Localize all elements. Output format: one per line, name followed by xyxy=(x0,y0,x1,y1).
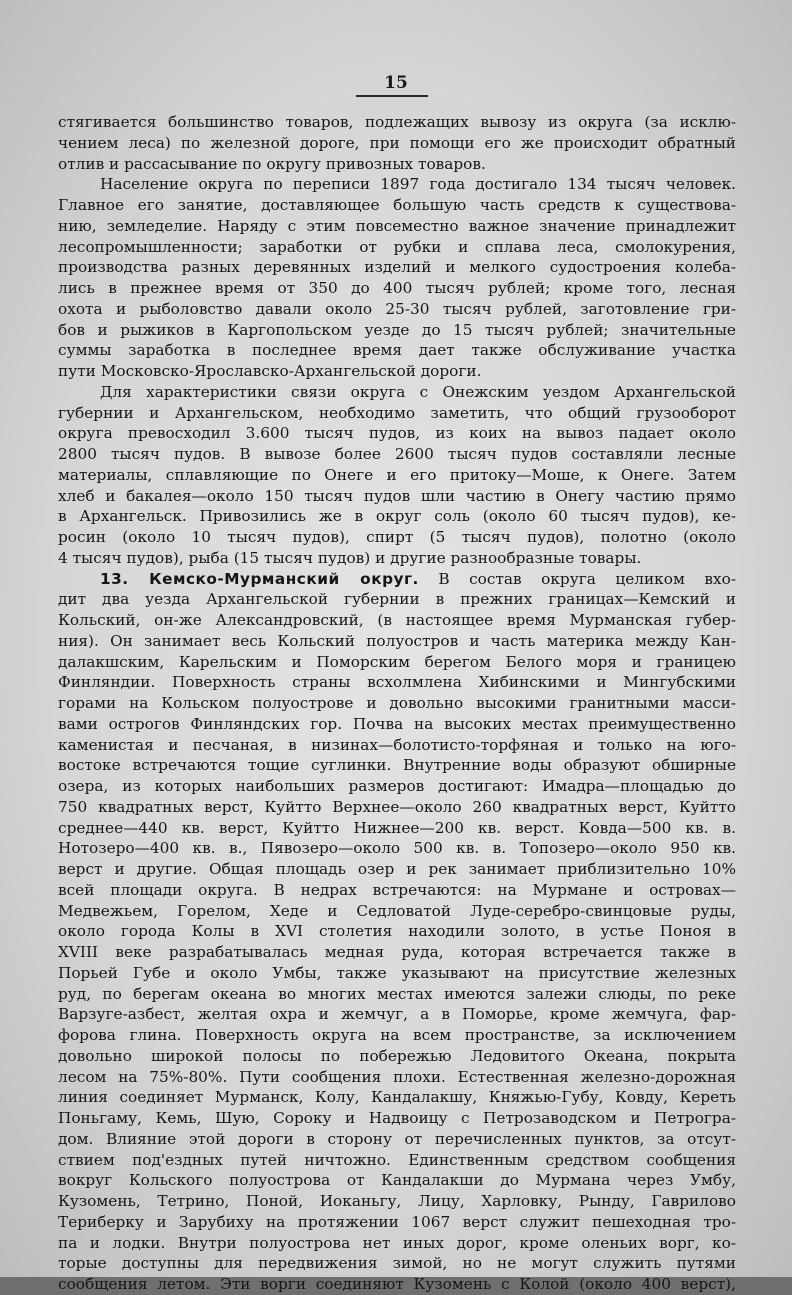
text-line: торые доступны для передвижения зимой, но не могут служить путями xyxy=(58,1254,736,1273)
text-line: лесом на 75%-80%. Пути сообщения плохи. Естественная железно-дорожная xyxy=(58,1067,736,1086)
text-line: пути Московско-Ярославско-Архангельской дороги. xyxy=(58,362,482,380)
text-line: хлеб и бакалея—около 150 тысяч пудов шли частию в Онегу частию прямо xyxy=(58,486,736,505)
text-line: около города Колы в XVI столетия находили золото, в устье Поноя в xyxy=(58,922,736,941)
text-line: вами острогов Финляндских гор. Почва на высоких местах преимущественно xyxy=(58,714,736,733)
text-line: руд, по берегам океана во многих местах имеются залежи слюды, по реке xyxy=(58,984,736,1003)
text-line: нию, земледелие. Наряду с этим повсеместно важное значение принадлежит xyxy=(58,216,736,235)
text-line: Кузомень, Тетрино, Поной, Иоканьгу, Лицу, Харловку, Рынду, Гаврилово xyxy=(58,1192,736,1210)
text-line: суммы заработка в последнее время дает также обслуживание участка xyxy=(58,341,736,360)
paragraph-2 xyxy=(58,174,736,382)
text-line: 2800 тысяч пудов. В вывозе более 2600 тысяч пудов составляли лесные xyxy=(58,445,736,463)
text-line: линия соединяет Мурманск, Колу, Кандалакшу, Княжью-Губу, Ковду, Кереть xyxy=(58,1088,736,1107)
text-line: довольно широкой полосы по побережью Ледовитого Океана, покрыта xyxy=(58,1046,736,1065)
text-line: росин (около 10 тысяч пудов), спирт (5 тысяч пудов), полотно (около xyxy=(58,528,736,546)
text-line: Нотозеро—400 кв. в., Пявозеро—около 500 кв. в. Топозеро—около 950 кв. xyxy=(58,839,736,858)
text-line: сообщения летом. Эти ворги соединяют Кузомень с Колой (около 400 верст), xyxy=(58,1275,736,1293)
text-line: дит два уезда Архангельской губернии в прежних границах—Кемский и xyxy=(58,590,736,609)
text-line: 750 квадратных верст, Куйтто Верхнее—около 260 квадратных верст, Куйтто xyxy=(58,797,736,816)
body-text xyxy=(58,112,736,1295)
text-line: Териберку и Зарубиху на протяжении 1067 верст служит пешеходная тро- xyxy=(58,1212,736,1231)
text-line: верст и другие. Общая площадь озер и рек занимает приблизительно 10% xyxy=(58,860,736,878)
text-line: каменистая и песчаная, в низинах—болотисто-торфяная и только на юго- xyxy=(58,735,736,754)
text-line: далакшским, Карельским и Поморским берегом Белого моря и границею xyxy=(58,652,736,671)
text-line: бов и рыжиков в Каргопольском уезде до 15 тысяч рублей; значительные xyxy=(58,320,736,339)
page-number-rule xyxy=(356,95,428,97)
text-line: Медвежьем, Горелом, Хеде и Седловатой Луде-серебро-свинцовые руды, xyxy=(58,901,736,920)
text-line: отлив и рассасывание по округу привозных товаров. xyxy=(58,154,486,173)
text-line: 4 тысяч пудов), рыба (15 тысяч пудов) и другие разнообразные товары. xyxy=(58,548,642,567)
text-line: всей площади округа. В недрах встречаются: на Мурмане и островах— xyxy=(58,880,736,899)
text-line: озера, из которых наибольших размеров достигают: Имадра—площадью до xyxy=(58,777,736,795)
text-line: губернии и Архангельском, необходимо заметить, что общий грузооборот xyxy=(58,403,736,422)
paragraph-1 xyxy=(58,112,736,174)
text-line: па и лодки. Внутри полуострова нет иных дорог, кроме оленьих ворг, ко- xyxy=(58,1233,736,1252)
text-line: Для характеристики связи округа с Онежским уездом Архангельской xyxy=(100,382,736,401)
text-line: ния). Он занимает весь Кольский полуостров и часть материка между Кан- xyxy=(58,631,736,650)
text-line: материалы, сплавляющие по Онеге и его притоку—Моше, к Онеге. Затем xyxy=(58,465,736,484)
text-line: востоке встречаются тощие суглинки. Внутренние воды образуют обширные xyxy=(58,756,736,775)
section-heading: 13. Кемско-Мурманский округ. xyxy=(100,569,419,588)
text-line: XVIII веке разрабатывалась медная руда, которая встречается также в xyxy=(58,943,736,961)
text-line: горами на Кольском полуострове и довольно высокими гранитными масси- xyxy=(58,694,736,712)
text-line: округа превосходил 3.600 тысяч пудов, из коих на вывоз падает около xyxy=(58,424,736,443)
page-number: 15 xyxy=(384,73,408,93)
text-line: среднее—440 кв. верст, Куйтто Нижнее—200 кв. верст. Ковда—500 кв. в. xyxy=(58,818,736,837)
text-line: чением леса) по железной дороге, при помощи его же происходит обратный xyxy=(58,133,736,152)
paragraph-3 xyxy=(58,382,736,569)
text-line: вокруг Кольского полуострова от Кандалакши до Мурмана через Умбу, xyxy=(58,1171,736,1190)
text-line: лесопромышленности; заработки от рубки и сплава леса, смолокурения, xyxy=(58,237,736,256)
heading-line-rest: В состав округа целиком вхо- xyxy=(418,569,736,588)
text-line: Население округа по переписи 1897 года достигало 134 тысяч человек. xyxy=(100,175,736,194)
text-line: производства разных деревянных изделий и мелкого судостроения колеба- xyxy=(58,258,736,277)
text-line: Поньгаму, Кемь, Шую, Сороку и Надвоицу с Петрозаводском и Петрогра- xyxy=(58,1109,736,1127)
text-line: форова глина. Поверхность округа на всем пространстве, за исключением xyxy=(58,1026,736,1044)
text-line: стягивается большинство товаров, подлежащих вывозу из округа (за исклю- xyxy=(58,113,736,131)
text-line: Варзуге-азбест, желтая охра и жемчуг, а в Поморье, кроме жемчуга, фар- xyxy=(58,1005,736,1024)
text-line: дом. Влияние этой дороги в сторону от перечисленных пунктов, за отсут- xyxy=(58,1129,736,1148)
text-line: Порьей Губе и около Умбы, также указывают на присутствие железных xyxy=(58,963,736,982)
text-line: ствием под'ездных путей ничтожно. Единственным средством сообщения xyxy=(58,1150,736,1169)
text-line: Финляндии. Поверхность страны всхолмлена Хибинскими и Мингубскими xyxy=(58,673,736,692)
text-line: Кольский, он-же Александровский, (в настоящее время Мурманская губер- xyxy=(58,611,736,629)
text-line: лись в прежнее время от 350 до 400 тысяч рублей; кроме того, лесная xyxy=(58,279,736,297)
text-line: охота и рыболовство давали около 25-30 тысяч рублей, заготовление гри- xyxy=(58,299,736,318)
heading-line xyxy=(58,569,736,590)
paragraph-4 xyxy=(58,569,736,1295)
text-line: в Архангельск. Привозились же в округ соль (около 60 тысяч пудов), ке- xyxy=(58,507,736,526)
text-line: Главное его занятие, доставляющее большую часть средств к существова- xyxy=(58,196,736,214)
